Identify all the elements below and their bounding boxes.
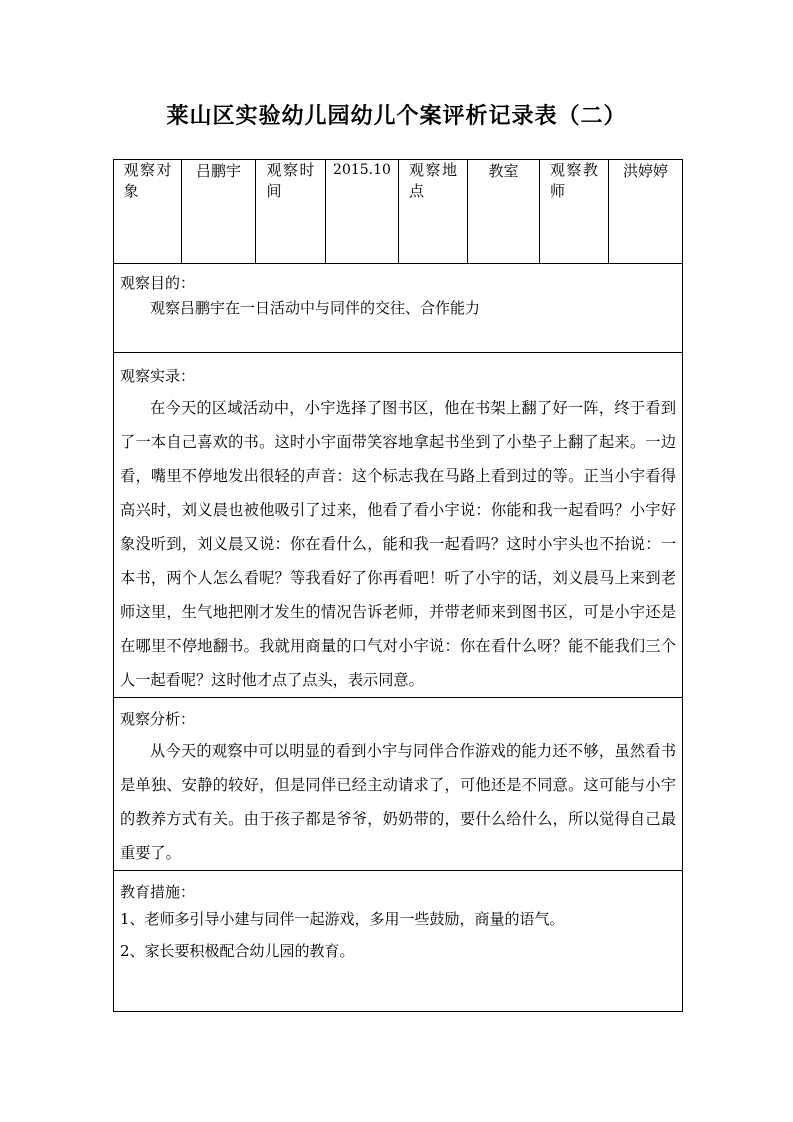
purpose-text: 观察吕鹏宇在一日活动中与同伴的交往、合作能力 [150,299,481,317]
teacher-value: 洪婷婷 [622,162,668,180]
analysis-heading: 观察分析： [120,710,196,728]
page-title: 莱山区实验幼儿园幼儿个案评析记录表（二） [166,104,627,129]
teacher-label-cell [540,160,609,264]
record-table [113,159,683,1012]
measure-item-1: 1、老师多引导小建与同伴一起游戏，多用一些鼓励，商量的语气。 [120,910,565,928]
subject-value: 吕鹏宇 [195,162,241,180]
place-label: 观察地点 [409,161,457,200]
measure-item-2: 2、家长要积极配合幼儿园的教育。 [120,942,355,960]
analysis-cell [114,698,683,871]
subject-label: 观察对象 [123,161,172,200]
place-label-cell [399,160,468,264]
analysis-row [114,698,683,871]
time-value-cell [326,160,399,264]
teacher-label: 观察教师 [550,161,598,200]
time-value: 2015.10 [333,162,391,178]
measures-cell [114,871,683,1012]
place-value-cell [468,160,540,264]
header-row [114,160,683,264]
record-cell [114,353,683,698]
measures-heading: 教育措施： [120,883,196,901]
record-heading: 观察实录： [120,367,196,385]
place-value: 教室 [488,162,519,180]
time-label-cell [256,160,326,264]
time-label: 观察时间 [266,161,315,200]
purpose-row [114,264,683,353]
analysis-text: 从今天的观察中可以明显的看到小宇与同伴合作游戏的能力还不够，虽然看书是单独、安静的较好，但是同伴已经主动请求了，可他还是不同意。这可能与小宇的教养方式有关。由于孩子都是爷爷，奶奶带的，要什么给什么，所以觉得自己最重要了。 [120,742,676,862]
purpose-cell [114,264,683,353]
record-text: 在今天的区域活动中，小宇选择了图书区，他在书架上翻了好一阵，终于看到了一本自己喜欢的书。这时小宇面带笑容地拿起书坐到了小垫子上翻了起来。一边看，嘴里不停地发出很轻的声音：这个标志我在马路上看到过的等。正当小宇看得高兴时，刘义晨也被他吸引了过来，他看了看小宇说：你能和我一起看吗？小宇好象没听到，刘义晨又说：你在看什么，能和我一起看吗？这时小宇头也不抬说：一本书，两个人怎么看呢？等我看好了你再看吧！听了小宇的话，刘义晨马上来到老师这里，生气地把刚才发生的情况告诉老师，并带老师来到图书区，可是小宇还是在哪里不停地翻书。我就用商量的口气对小宇说：你在看什么呀？能不能我们三个人一起看呢？这时他才点了点头，表示同意。 [120,399,676,689]
measures-row [114,871,683,1012]
purpose-heading: 观察目的： [120,274,196,292]
record-row [114,353,683,698]
subject-value-cell [182,160,256,264]
subject-label-cell [114,160,182,264]
teacher-value-cell [609,160,683,264]
